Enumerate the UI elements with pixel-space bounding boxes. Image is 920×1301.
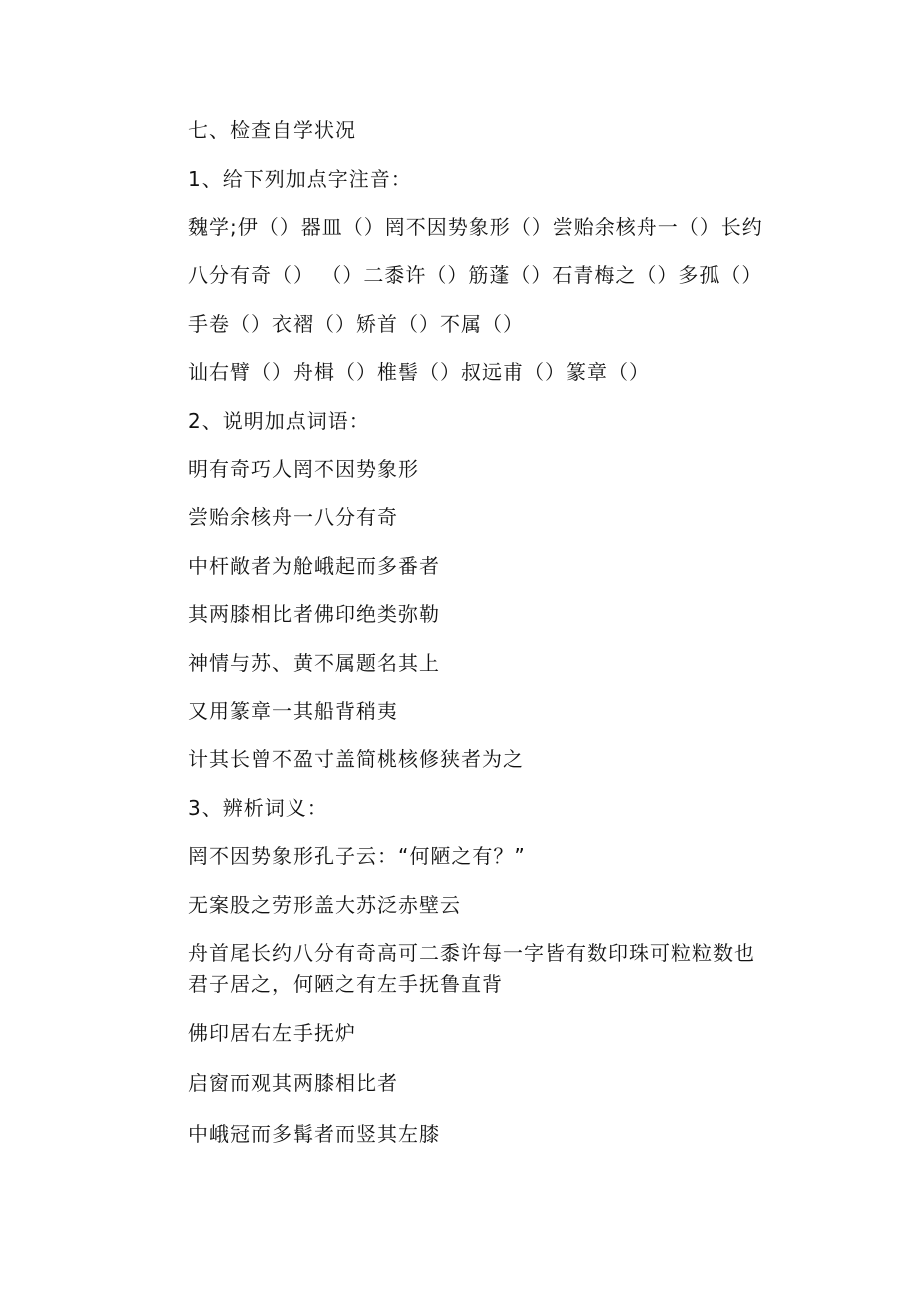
section-title: 七、检查自学状况 <box>188 118 356 142</box>
question-2-line: 计其长曾不盈寸盖简桃核修狭者为之 <box>188 747 524 771</box>
question-2-line: 神情与苏、黄不属题名其上 <box>188 651 440 675</box>
question-3-line: 佛印居右左手抚炉 <box>188 1021 356 1045</box>
question-1-heading: 1、给下列加点字注音： <box>188 167 412 191</box>
question-3-line: 舟首尾长约八分有奇高可二黍许每一字皆有数印珠可粒粒数也 <box>188 941 755 965</box>
question-3-line: 罔不因势象形孔子云：“何陋之有？” <box>188 844 526 868</box>
question-2-line: 其两膝相比者佛印绝类弥勒 <box>188 602 440 626</box>
question-1-line: 手卷（）衣褶（）矫首（）不属（） <box>188 312 524 336</box>
question-1-line: 讪右臂（）舟楫（）椎髻（）叔远甫（）篆章（） <box>188 360 650 384</box>
question-3-line: 中峨冠而多髯者而竖其左膝 <box>188 1122 440 1146</box>
question-3-line: 启窗而观其两膝相比者 <box>188 1071 398 1095</box>
question-3-line: 君子居之，何陋之有左手抚鲁直背 <box>188 972 503 996</box>
question-3-heading: 3、辨析词义： <box>188 796 328 820</box>
question-2-line: 尝贻余核舟一八分有奇 <box>188 505 398 529</box>
question-2-heading: 2、说明加点词语： <box>188 409 370 433</box>
question-2-line: 又用篆章一其船背稍夷 <box>188 699 398 723</box>
question-3-line: 无案股之劳形盖大苏泛赤壁云 <box>188 893 461 917</box>
question-2-line: 中杆敞者为舱峨起而多番者 <box>188 554 440 578</box>
question-1-line: 八分有奇（） （）二黍许（）筋蓬（）石青梅之（）多孤（） <box>188 263 763 287</box>
question-1-line: 魏学;伊（）器皿（）罔不因势象形（）尝贻余核舟一（）长约 <box>188 215 763 239</box>
question-2-line: 明有奇巧人罔不因势象形 <box>188 457 419 481</box>
